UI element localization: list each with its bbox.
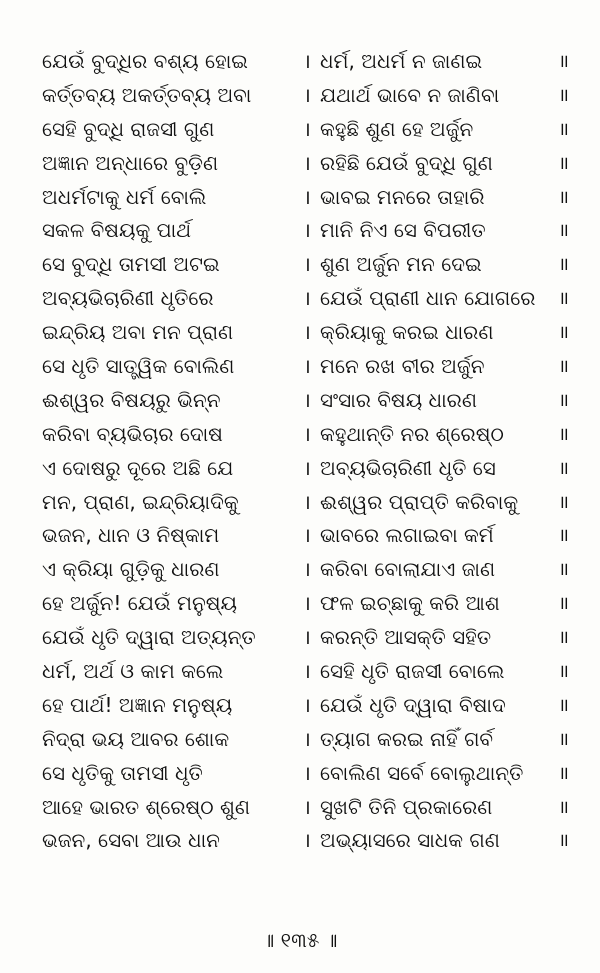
- verse-end-mark: ॥: [558, 762, 570, 784]
- verse-end-mark: ॥: [558, 627, 570, 649]
- verse-end-mark: ॥: [558, 288, 570, 310]
- verse-left-half: କର୍ତ୍ତବ୍ୟ ଅକର୍ତ୍ତବ୍ୟ ଅବା: [42, 82, 252, 107]
- verse-separator: ।: [303, 252, 311, 277]
- verse-left-half: ସକଳ ବିଷୟକୁ ପାର୍ଥ: [42, 218, 192, 243]
- verse-line: [0, 621, 600, 655]
- verse-right-half: କରିବା ବୋଲାଯାଏ ଜାଣ: [320, 557, 496, 582]
- verse-separator: ।: [303, 49, 311, 73]
- verse-separator: ।: [303, 218, 311, 243]
- verse-end-mark: ॥: [558, 457, 570, 479]
- verse-end-mark: ॥: [558, 389, 570, 411]
- verse-left-half: ହେ ପାର୍ଥ! ଅଜ୍ଞାନ ମନୁଷ୍ୟ: [42, 692, 233, 717]
- verse-separator: ।: [303, 354, 311, 379]
- verse-left-half: କରିବା ବ୍ୟଭିଚାର ଦୋଷ: [42, 421, 223, 446]
- verse-left-half: ହେ ଅର୍ଜୁନ! ଯେଉଁ ମନୁଷ୍ୟ: [42, 591, 237, 616]
- verse-separator: ।: [303, 286, 311, 311]
- verse-right-half: କ୍ରିୟାକୁ କରଇ ଧାରଣ: [320, 320, 494, 345]
- verse-line: [0, 79, 600, 113]
- verse-line: [0, 824, 600, 858]
- verse-left-half: ଈଶ୍ୱର ବିଷୟରୁ ଭିନ୍ନ: [42, 387, 221, 412]
- verse-left-half: ଅଜ୍ଞାନ ଅନ୍ଧାରେ ବୁଡ଼ିଣ: [42, 150, 219, 175]
- verse-separator: ।: [303, 557, 311, 582]
- verse-separator: ।: [303, 455, 311, 480]
- verse-line: [0, 113, 600, 147]
- verse-left-half: ଏ ଦୋଷରୁ ଦୂରେ ଅଛି ଯେ: [42, 455, 234, 480]
- page-number: ॥ ୧୩୫ ॥: [262, 928, 338, 952]
- verse-line: [0, 486, 600, 520]
- verse-right-half: ଫଳ ଇଚ୍ଛାକୁ କରି ଆଶ: [320, 591, 500, 616]
- verse-end-mark: ॥: [558, 254, 570, 276]
- verse-right-half: ଯଥାର୍ଥ ଭାବେ ନ ଜାଣିବା: [320, 82, 500, 107]
- verse-end-mark: ॥: [558, 559, 570, 581]
- verse-line: [0, 791, 600, 825]
- verse-left-half: ଏ କ୍ରିୟା ଗୁଡ଼ିକୁ ଧାରଣ: [42, 557, 220, 582]
- verse-end-mark: ॥: [558, 830, 570, 852]
- verse-left-half: ସେ ଧୃତି ସାତ୍ତ୍ୱିକ ବୋଲିଣ: [42, 354, 235, 379]
- verse-right-half: ଶୁଣ ଅର୍ଜୁନ ମନ ଦେଇ: [320, 252, 482, 277]
- verse-right-half: ରହିଛି ଯେଉଁ ବୁଦ୍ଧି ଗୁଣ: [320, 150, 493, 175]
- verse-left-half: ଆହେ ଭାରତ ଶ୍ରେଷ୍ଠ ଶୁଣ: [42, 794, 250, 819]
- verse-separator: ।: [303, 828, 311, 853]
- verse-list: [0, 45, 600, 858]
- verse-left-half: ଧର୍ମ, ଅର୍ଥ ଓ କାମ କଲେ: [42, 659, 224, 684]
- verse-end-mark: ॥: [558, 220, 570, 242]
- verse-end-mark: ॥: [558, 728, 570, 750]
- verse-right-half: ସଂସାର ବିଷୟ ଧାରଣ: [320, 387, 477, 412]
- verse-line: [0, 147, 600, 181]
- verse-end-mark: ॥: [558, 118, 570, 140]
- verse-line: [0, 214, 600, 248]
- verse-separator: ।: [303, 116, 311, 141]
- verse-right-half: ଯେଉଁ ପ୍ରାଣୀ ଧାନ ଯୋଗରେ: [320, 286, 536, 311]
- verse-line: [0, 689, 600, 723]
- verse-end-mark: ॥: [558, 84, 570, 106]
- verse-separator: ।: [303, 387, 311, 412]
- verse-end-mark: ॥: [558, 661, 570, 683]
- verse-separator: ।: [303, 150, 311, 175]
- verse-end-mark: ॥: [558, 51, 570, 72]
- verse-left-half: ଭଜନ, ଧାନ ଓ ନିଷ୍କାମ: [42, 523, 220, 548]
- verse-right-half: ଭାବଇ ମନରେ ତାହାରି: [320, 184, 485, 209]
- verse-left-half: ଭଜନ, ସେବା ଆଉ ଧାନ: [42, 828, 220, 853]
- verse-left-half: ସେ ଧୃତିକୁ ତାମସୀ ଧୃତି: [42, 760, 203, 785]
- verse-end-mark: ॥: [558, 322, 570, 344]
- verse-left-half: ଯେଉଁ ବୁଦ୍ଧିର ବଶ୍ୟ ହୋଇ: [42, 49, 248, 73]
- verse-right-half: ଯେଉଁ ଧୃତି ଦ୍ୱାରା ବିଷାଦ: [320, 692, 506, 717]
- verse-end-mark: ॥: [558, 423, 570, 445]
- verse-separator: ।: [303, 692, 311, 717]
- verse-separator: ।: [303, 489, 311, 514]
- verse-right-half: ଈଶ୍ୱର ପ୍ରାପ୍ତି କରିବାକୁ: [320, 489, 519, 514]
- verse-line: [0, 418, 600, 452]
- verse-end-mark: ॥: [558, 796, 570, 818]
- verse-right-half: ଭାବରେ ଲଗାଇବା କର୍ମ: [320, 523, 494, 548]
- verse-left-half: ସେ ବୁଦ୍ଧି ତାମସୀ ଅଟଇ: [42, 252, 220, 277]
- verse-end-mark: ॥: [558, 525, 570, 547]
- verse-end-mark: ॥: [558, 491, 570, 513]
- verse-separator: ।: [303, 591, 311, 616]
- verse-separator: ।: [303, 82, 311, 107]
- verse-line: [0, 519, 600, 553]
- verse-line: [0, 316, 600, 350]
- verse-separator: ।: [303, 625, 311, 650]
- verse-separator: ।: [303, 184, 311, 209]
- verse-line: [0, 757, 600, 791]
- verse-end-mark: ॥: [558, 356, 570, 378]
- verse-separator: ।: [303, 760, 311, 785]
- verse-right-half: ମନେ ରଖ ବୀର ଅର୍ଜୁନ: [320, 354, 485, 379]
- verse-end-mark: ॥: [558, 186, 570, 208]
- verse-line: [0, 248, 600, 282]
- verse-line: [0, 553, 600, 587]
- verse-left-half: ଯେଉଁ ଧୃତି ଦ୍ୱାରା ଅତ୍ୟନ୍ତ: [42, 625, 256, 650]
- verse-right-half: ସେହି ଧୃତି ରାଜସୀ ବୋଲେ: [320, 659, 505, 684]
- verse-separator: ।: [303, 659, 311, 684]
- verse-right-half: ଅଭ୍ୟାସରେ ସାଧକ ଗଣ: [320, 828, 500, 853]
- verse-right-half: ଅବ୍ୟଭିଚାରିଣୀ ଧୃତି ସେ: [320, 455, 496, 480]
- verse-separator: ।: [303, 794, 311, 819]
- verse-left-half: ଅଧର୍ମଟାକୁ ଧର୍ମ ବୋଲି: [42, 184, 207, 209]
- verse-right-half: ଧର୍ମ, ଅଧର୍ମ ନ ଜାଣଇ: [320, 49, 483, 73]
- verse-right-half: କରନ୍ତି ଆସକ୍ତି ସହିତ: [320, 625, 492, 650]
- verse-separator: ।: [303, 421, 311, 446]
- verse-end-mark: ॥: [558, 694, 570, 716]
- verse-end-mark: ॥: [558, 593, 570, 615]
- verse-left-half: ସେହି ବୁଦ୍ଧି ରାଜସୀ ଗୁଣ: [42, 116, 215, 141]
- verse-line: [0, 655, 600, 689]
- verse-right-half: ତ୍ୟାଗ କରଇ ନାହିଁ ଗର୍ବ: [320, 726, 494, 751]
- verse-left-half: ମନ, ପ୍ରାଣ, ଇନ୍ଦ୍ରିୟାଦିକୁ: [42, 489, 239, 514]
- verse-right-half: ମାନି ନିଏ ସେ ବିପରୀତ: [320, 218, 486, 243]
- verse-line: [0, 723, 600, 757]
- verse-line: [0, 587, 600, 621]
- verse-separator: ।: [303, 320, 311, 345]
- verse-separator: ।: [303, 523, 311, 548]
- verse-end-mark: ॥: [558, 152, 570, 174]
- verse-right-half: ସୁଖଟି ତିନି ପ୍ରକାରେଣ: [320, 794, 493, 819]
- verse-left-half: ଅବ୍ୟଭିଚାରିଣୀ ଧୃତିରେ: [42, 286, 214, 311]
- verse-line: [0, 45, 600, 79]
- verse-left-half: ଇନ୍ଦ୍ରିୟ ଅବା ମନ ପ୍ରାଣ: [42, 320, 234, 345]
- verse-right-half: ବୋଲିଣ ସର୍ବେ ବୋଲୁଥାନ୍ତି: [320, 760, 524, 785]
- verse-line: [0, 350, 600, 384]
- verse-line: [0, 384, 600, 418]
- verse-line: [0, 181, 600, 215]
- verse-right-half: କହୁଥାନ୍ତି ନର ଶ୍ରେଷ୍ଠ: [320, 421, 504, 446]
- verse-left-half: ନିଦ୍ରା ଭୟ ଆବର ଶୋକ: [42, 726, 230, 751]
- verse-separator: ।: [303, 726, 311, 751]
- verse-right-half: କହୁଛି ଶୁଣ ହେ ଅର୍ଜୁନ: [320, 116, 474, 141]
- verse-line: [0, 452, 600, 486]
- verse-line: [0, 282, 600, 316]
